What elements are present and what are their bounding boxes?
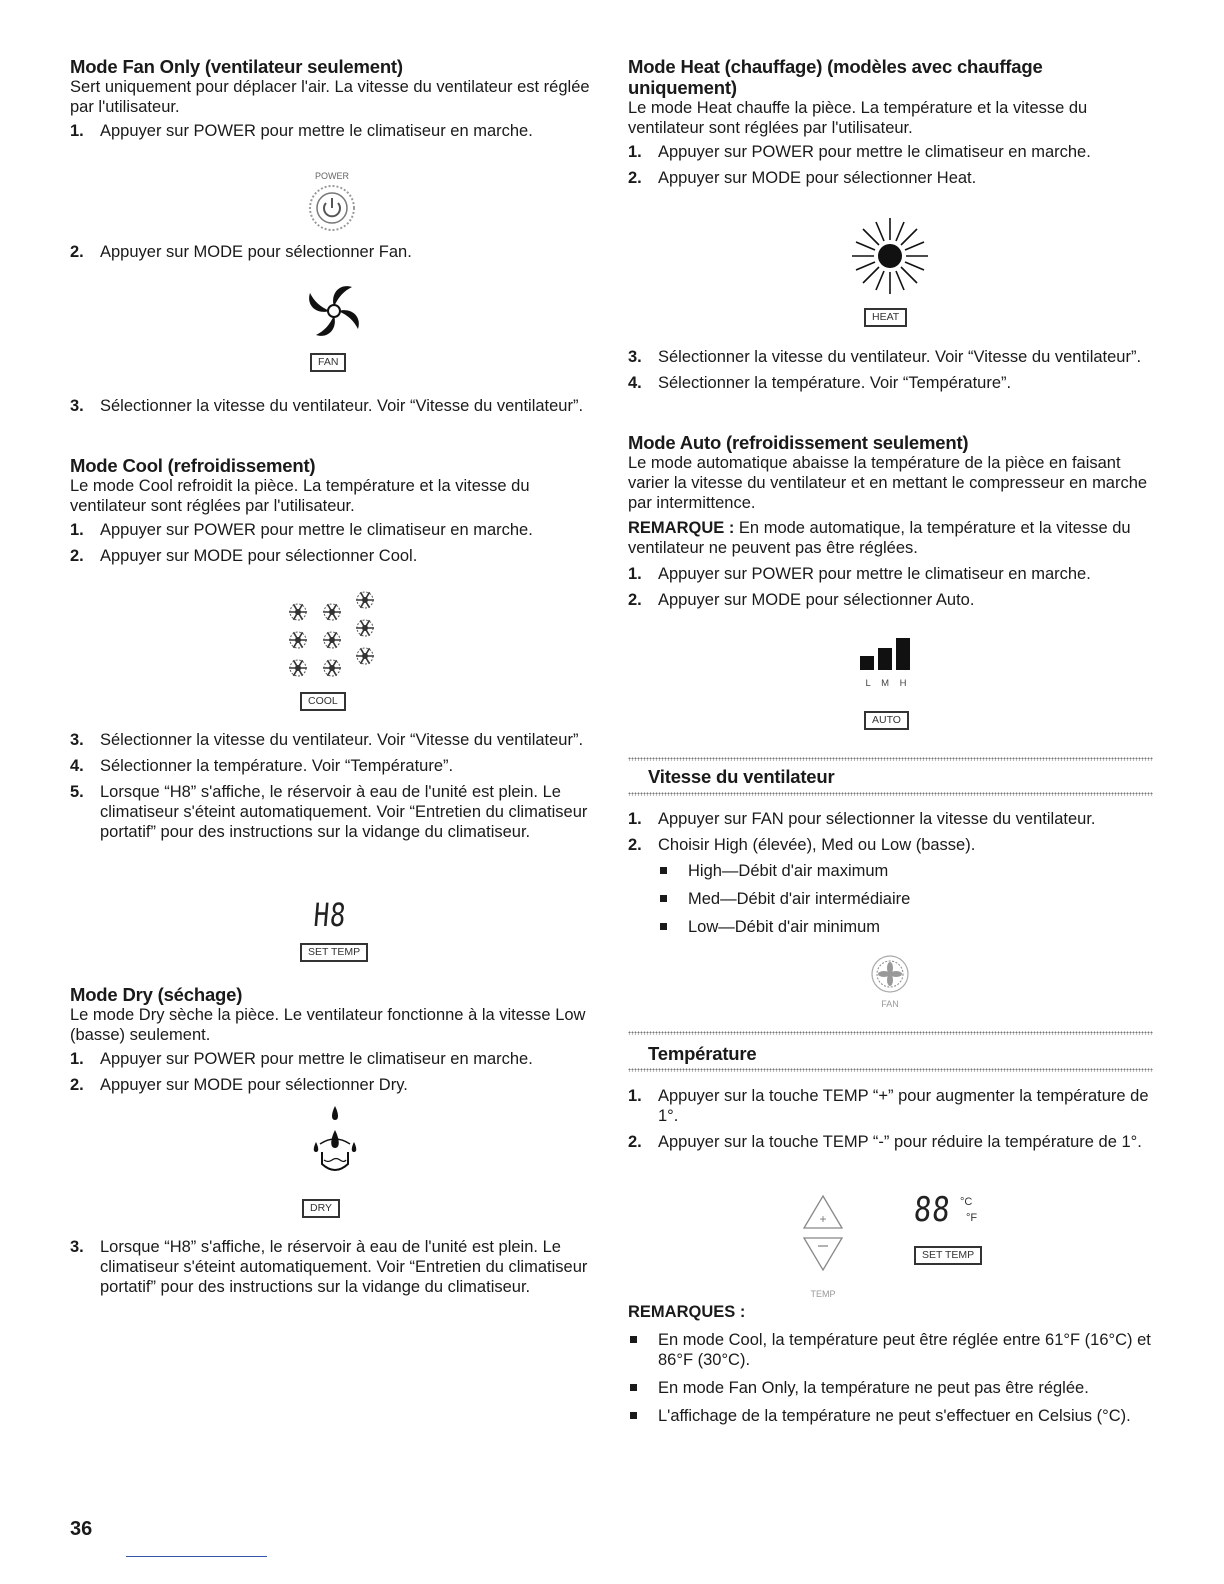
list-item: 1. Appuyer sur POWER pour mettre le climatiseur en marche.	[70, 1050, 533, 1068]
unit-fahrenheit: °F	[966, 1212, 978, 1224]
fan-only-desc: Sert uniquement pour déplacer l'air. La vitesse du ventilateur est réglée par l'utilisateur.	[70, 78, 590, 116]
cool-steps-cont	[70, 730, 595, 848]
list-item: 3. Sélectionner la vitesse du ventilateur. Voir “Vitesse du ventilateur”.	[70, 397, 584, 415]
fan-speed-title: Vitesse du ventilateur	[648, 766, 835, 787]
h8-readout: H8	[312, 896, 348, 934]
fan-button-icon	[868, 954, 912, 1009]
auto-mode-label: AUTO	[864, 711, 909, 730]
list-item: L'affichage de la température ne peut s'effectuer en Celsius (°C).	[628, 1406, 1153, 1426]
temperature-readout: 88	[912, 1190, 953, 1230]
heat-title: Mode Heat (chauffage) (modèles avec chauffage uniquement)	[628, 56, 1043, 98]
list-item: 1. Appuyer sur POWER pour mettre le climatiseur en marche.	[628, 143, 1091, 161]
list-item: 2. Appuyer sur MODE pour sélectionner Dry.	[70, 1076, 408, 1094]
list-item: En mode Fan Only, la température ne peut pas être réglée.	[628, 1378, 1153, 1398]
heat-steps-cont	[628, 347, 1153, 399]
list-item: 2. Appuyer sur MODE pour sélectionner Fan.	[70, 243, 412, 261]
sun-icon	[848, 214, 932, 303]
cool-mode-label: COOL	[300, 692, 346, 711]
list-item: 3. Lorsque “H8” s'affiche, le réservoir à eau de l'unité est plein. Le climatiseur s'éteint automatiquement. Voir “Entretien du climatiseur portatif” pour des instructions sur la vidange du climatiseur.	[70, 1238, 588, 1296]
auto-desc: Le mode automatique abaisse la température de la pièce en faisant varier la vitesse du ventilateur et en mettant le compresseur en marche par intermittence.	[628, 454, 1148, 512]
temp-button-label: TEMP	[810, 1289, 836, 1299]
dry-section	[70, 984, 595, 1101]
fan-mode-label: FAN	[310, 353, 346, 372]
fan-only-step3	[70, 396, 595, 422]
dry-step3	[70, 1237, 595, 1303]
fan-speed-section	[628, 809, 1153, 945]
list-item: 2. Appuyer sur MODE pour sélectionner Cool.	[70, 547, 418, 565]
power-label: POWER	[314, 171, 350, 181]
list-item: 1. Appuyer sur POWER pour mettre le climatiseur en marche.	[70, 122, 533, 140]
list-item: 2. Appuyer sur la touche TEMP “-” pour réduire la température de 1°.	[628, 1133, 1142, 1151]
water-drop-icon	[300, 1102, 370, 1197]
snowflake-icon	[282, 588, 382, 685]
auto-note: REMARQUE : En mode automatique, la température et la vitesse du ventilateur ne peuvent pas être réglées.	[628, 519, 1131, 557]
divider	[628, 1068, 1153, 1072]
heat-desc: Le mode Heat chauffe la pièce. La température et la vitesse du ventilateur sont réglées par l'utilisateur.	[628, 99, 1088, 137]
notes-title: REMARQUES :	[628, 1303, 746, 1321]
divider	[628, 1031, 1153, 1035]
list-item: Med—Débit d'air intermédiaire	[658, 889, 1153, 909]
heat-mode-label: HEAT	[864, 308, 907, 327]
list-item: 1. Appuyer sur POWER pour mettre le climatiseur en marche.	[628, 565, 1091, 583]
list-item: 1. Appuyer sur POWER pour mettre le climatiseur en marche.	[70, 521, 533, 539]
list-item: 2. Choisir High (élevée), Med ou Low (basse).	[628, 836, 976, 854]
dry-title: Mode Dry (séchage)	[70, 984, 243, 1005]
list-item: 1. Appuyer sur la touche TEMP “+” pour augmenter la température de 1°.	[628, 1087, 1149, 1125]
fan-speed-bars-icon	[856, 634, 926, 689]
fan-speed-heading	[648, 766, 1153, 787]
temperature-display	[912, 1190, 994, 1248]
cool-section	[70, 455, 595, 572]
settemp-label: SET TEMP	[300, 943, 368, 962]
temperature-title: Température	[648, 1043, 757, 1064]
list-item: 4. Sélectionner la température. Voir “Température”.	[70, 757, 454, 775]
list-item: Low—Débit d'air minimum	[658, 917, 1153, 937]
settemp-label: SET TEMP	[914, 1246, 982, 1265]
temperature-notes	[628, 1302, 1153, 1434]
fan-only-section	[70, 56, 595, 147]
footer-rule	[126, 1556, 267, 1557]
list-item: 4. Sélectionner la température. Voir “Température”.	[628, 374, 1012, 392]
temperature-heading	[648, 1043, 1153, 1064]
fan-button-label: FAN	[881, 999, 899, 1009]
heat-section	[628, 56, 1153, 194]
dry-mode-label: DRY	[302, 1199, 340, 1218]
list-item: 2. Appuyer sur MODE pour sélectionner Auto.	[628, 591, 975, 609]
list-item: 3. Sélectionner la vitesse du ventilateur. Voir “Vitesse du ventilateur”.	[70, 731, 584, 749]
list-item: 1. Appuyer sur FAN pour sélectionner la vitesse du ventilateur.	[628, 810, 1096, 828]
fan-only-step2	[70, 242, 595, 268]
page-number: 36	[70, 1518, 93, 1540]
fan-only-title: Mode Fan Only (ventilateur seulement)	[70, 56, 403, 77]
unit-celsius: °C	[960, 1196, 973, 1208]
divider	[628, 792, 1153, 796]
temp-buttons-icon	[800, 1192, 846, 1299]
list-item: 5. Lorsque “H8” s'affiche, le réservoir à eau de l'unité est plein. Le climatiseur s'éteint automatiquement. Voir “Entretien du climatiseur portatif” pour des instructions sur la vidange du climatiseur.	[70, 783, 588, 841]
lmh-label: L M H	[865, 678, 911, 689]
cool-title: Mode Cool (refroidissement)	[70, 455, 316, 476]
divider	[628, 757, 1153, 761]
auto-section	[628, 432, 1153, 616]
list-item: En mode Cool, la température peut être réglée entre 61°F (16°C) et 86°F (30°C).	[628, 1330, 1153, 1370]
list-item: High—Débit d'air maximum	[658, 861, 1153, 881]
svg-text:+: +	[819, 1212, 827, 1226]
list-item: 2. Appuyer sur MODE pour sélectionner Heat.	[628, 169, 977, 187]
dry-desc: Le mode Dry sèche la pièce. Le ventilateur fonctionne à la vitesse Low (basse) seulement.	[70, 1006, 586, 1044]
auto-title: Mode Auto (refroidissement seulement)	[628, 432, 969, 453]
h8-display	[292, 896, 368, 934]
list-item: 3. Sélectionner la vitesse du ventilateur. Voir “Vitesse du ventilateur”.	[628, 348, 1142, 366]
power-button-icon	[300, 168, 364, 239]
fan-icon	[302, 281, 366, 348]
temperature-section	[628, 1086, 1153, 1158]
cool-desc: Le mode Cool refroidit la pièce. La température et la vitesse du ventilateur sont réglées par l'utilisateur.	[70, 477, 530, 515]
